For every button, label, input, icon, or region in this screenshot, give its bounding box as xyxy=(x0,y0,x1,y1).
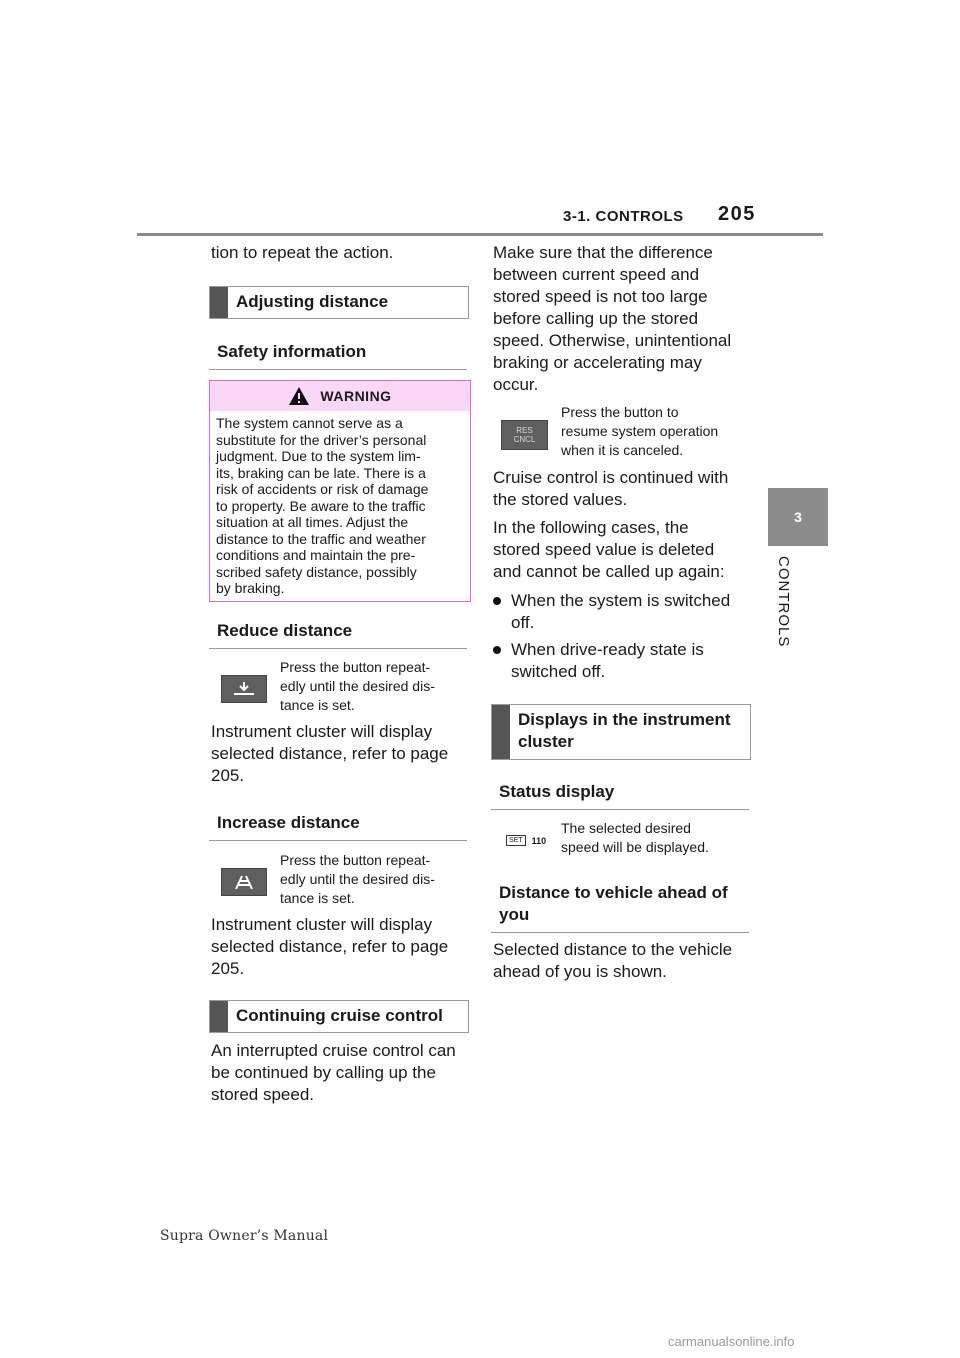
heading-safety-information: Safety information xyxy=(209,341,467,370)
continued-text: Cruise control is continued with the stored values. xyxy=(493,468,729,509)
increase-distance-text: Instrument cluster will display selected distance, refer to page 205. xyxy=(211,915,449,978)
heading-adjusting-distance: Adjusting distance xyxy=(209,286,469,319)
set-speed-indicator: SET 110 xyxy=(506,835,546,846)
chapter-tab: 3 xyxy=(768,488,828,546)
watermark: carmanualsonline.info xyxy=(668,1334,795,1349)
heading-reduce-distance: Reduce distance xyxy=(209,620,467,649)
heading-status-display: Status display xyxy=(491,781,749,810)
continue-text: An interrupted cruise control can be continued by calling up the stored speed. xyxy=(211,1041,456,1104)
heading-displays-instrument-cluster: Displays in the instrument cluster xyxy=(491,704,751,760)
increase-distance-note: Press the button repeat- edly until the desired dis- tance is set. xyxy=(280,852,435,906)
warning-header: WARNING xyxy=(210,381,470,411)
following-cases-text: In the following cases, the stored speed value is deleted and cannot be called up again: xyxy=(493,518,725,581)
page-number: 205 xyxy=(718,203,756,225)
res-cncl-button-icon: RES CNCL xyxy=(501,420,548,450)
heading-increase-distance: Increase distance xyxy=(209,812,467,841)
status-note: The selected desired speed will be displayed. xyxy=(561,820,709,855)
reduce-distance-button-icon xyxy=(221,675,267,703)
warning-icon xyxy=(288,386,310,406)
heading-distance-vehicle-ahead: Distance to vehicle ahead of you xyxy=(491,882,749,933)
chapter-tab-label: CONTROLS xyxy=(775,556,792,648)
warning-text: The system cannot serve as a substitute for the driver’s personal judgment. Due to the system lim- its, braking can be late. There is a risk of accidents or risk of damage to property. Be aware to the traffic situation at all times. Adjust the distance to the traffic and weather conditions and maintain the pre- scribed safety distance, possibly by braking. xyxy=(216,415,429,596)
header-rule xyxy=(137,233,823,236)
increase-distance-button-icon xyxy=(221,868,267,896)
warning-box xyxy=(209,380,471,602)
reduce-distance-note: Press the button repeat- edly until the desired dis- tance is set. xyxy=(280,659,435,713)
res-note: Press the button to resume system operation when it is canceled. xyxy=(561,404,719,458)
bullet-system-off: When the system is switched off. xyxy=(493,590,730,634)
bullet-drive-ready-off: When drive-ready state is switched off. xyxy=(493,639,704,683)
heading-continuing-cruise-control: Continuing cruise control xyxy=(209,1000,469,1033)
difference-text: Make sure that the difference between current speed and stored speed is not too large before calling up the stored speed. Otherwise, unintentional braking or accelerating may occur. xyxy=(493,243,732,394)
section-title: 3-1. CONTROLS xyxy=(563,208,684,225)
manual-title: Supra Owner’s Manual xyxy=(160,1228,329,1244)
distance-shown-text: Selected distance to the vehicle ahead of you is shown. xyxy=(493,940,733,981)
intro-text: tion to repeat the action. xyxy=(211,243,394,262)
reduce-distance-text: Instrument cluster will display selected distance, refer to page 205. xyxy=(211,722,449,785)
